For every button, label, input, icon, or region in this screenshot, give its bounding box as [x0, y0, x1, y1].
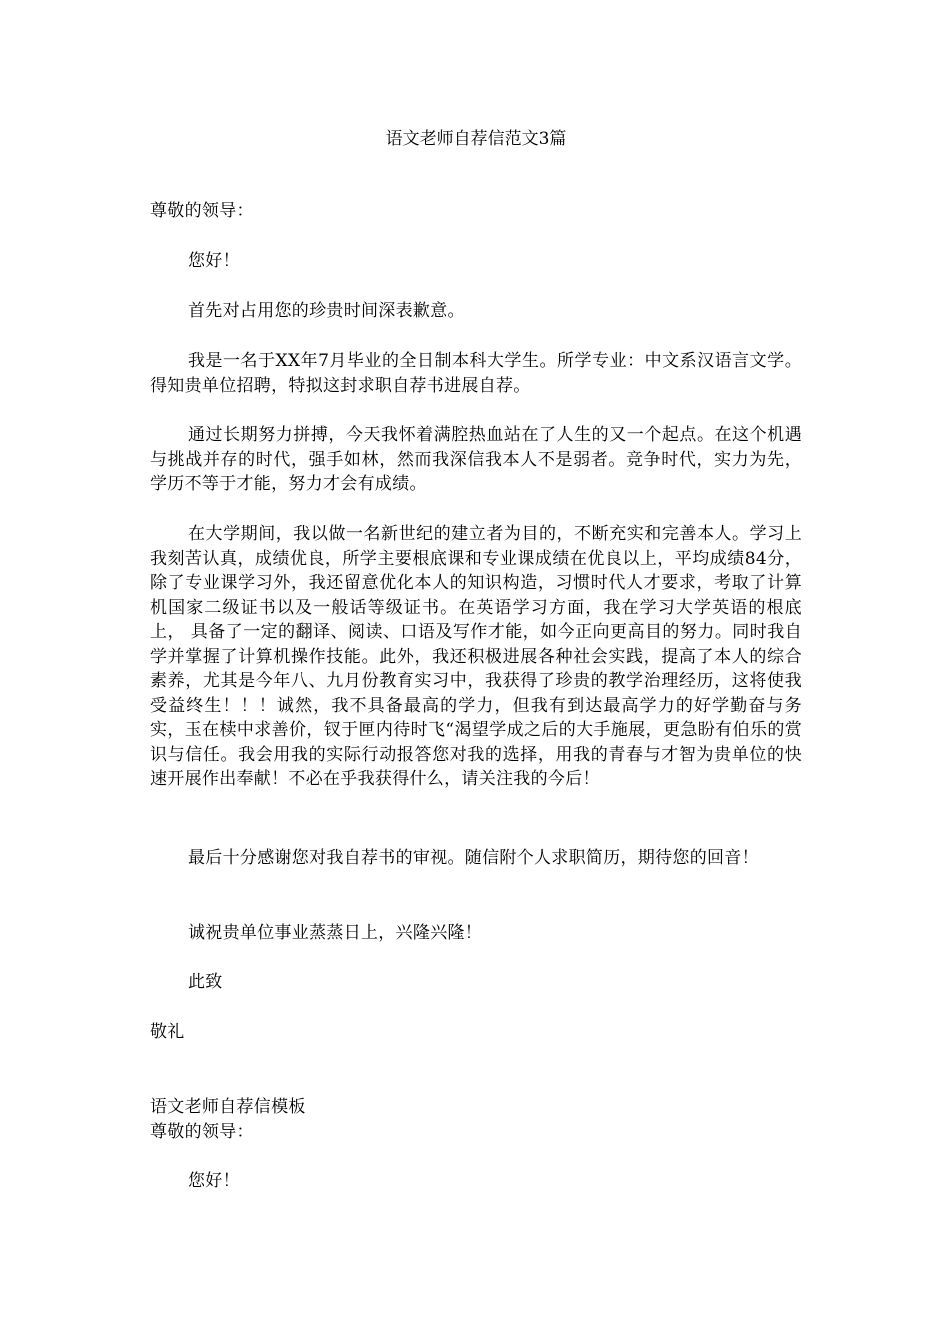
closing: 此致 — [188, 972, 223, 992]
section2-salutation: 尊敬的领导： — [150, 1122, 254, 1142]
salutation: 尊敬的领导： — [150, 201, 254, 221]
regards: 敬礼 — [150, 1022, 185, 1042]
paragraph-motivation: 通过长期努力拼搏，今天我怀着满腔热血站在了人生的又一个起点。在这个机遇与挑战并存的时代，强手如林，然而我深信我本人不是弱者。竞争时代，实力为先，学历不等于才能，努力才会有成绩。 — [150, 425, 802, 494]
greeting: 您好！ — [188, 251, 240, 271]
section2-greeting: 您好！ — [188, 1171, 240, 1191]
paragraph-introduction: 我是一名于XX年7月毕业的全日制本科大学生。所学专业：中文系汉语言文学。得知贵单位招聘，特拟这封求职自荐书进展自荐。 — [150, 351, 802, 396]
paragraph-apology: 首先对占用您的珍贵时间深表歉意。 — [188, 301, 465, 321]
paragraph-wishes: 诚祝贵单位事业蒸蒸日上，兴隆兴隆！ — [188, 923, 483, 943]
document-title: 语文老师自荐信范文3篇 — [385, 129, 567, 149]
section2-title: 语文老师自荐信模板 — [150, 1097, 306, 1117]
paragraph-university: 在大学期间，我以做一名新世纪的建立者为目的，不断充实和完善本人。学习上我刻苦认真，成绩优良，所学主要根底课和专业课成绩在优良以上，平均成绩84分，除了专业课学习外，我还留意优化本人的知识构造，习惯时代人才要求，考取了计算机国家二级证书以及一般话等级证书。在英语学习方面，我在学习大学英语的根底上， 具备了一定的翻译、阅读、口语及写作才能，如今正向更高目的努力。同时我自学并掌握了计算机操作技能。此外，我还积极进展各种社会实践，提高了本人的综合素养，尤其是今年八、九月份教育实习中，我获得了珍贵的教学治理经历，这将使我受益终生！！！诚然，我不具备最高的学力，但我有到达最高学力的好学勤奋与务实，玉在椟中求善价，钗于匣内待时飞“渴望学成之后的大手施展，更急盼有伯乐的赏识与信任。我会用我的实际行动报答您对我的选择，用我的青春与才智为贵单位的快速开展作出奉献！不必在乎我获得什么，请关注我的今后！ — [150, 524, 802, 789]
paragraph-thanks: 最后十分感谢您对我自荐书的审视。随信附个人求职简历，期待您的回音！ — [188, 848, 759, 868]
